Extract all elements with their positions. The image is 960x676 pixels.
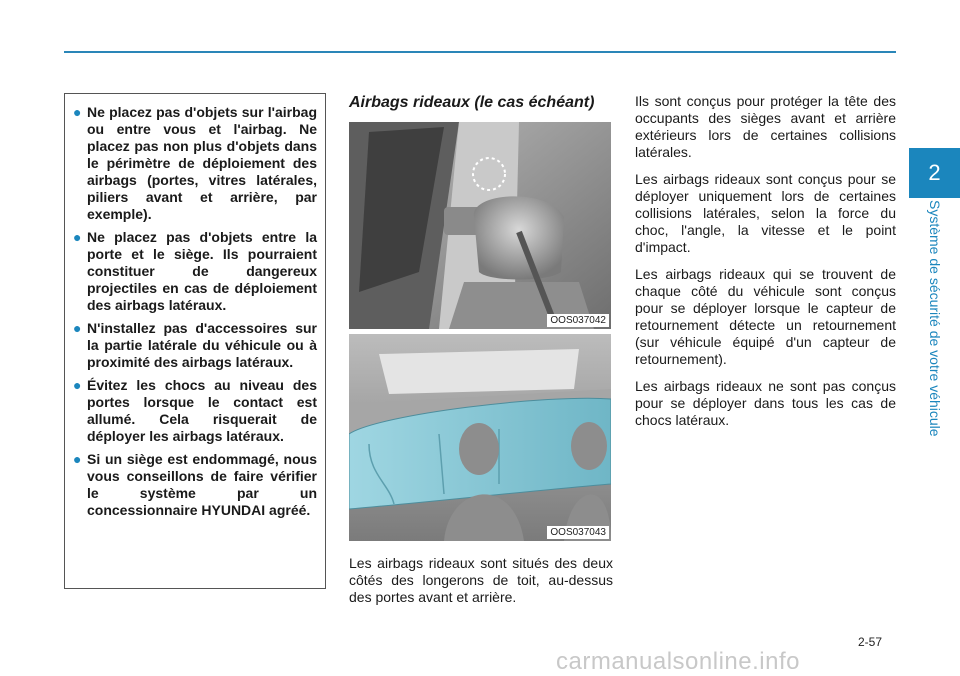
bullet-icon: ● bbox=[73, 320, 82, 336]
warning-item: ● Ne placez pas d'objets sur l'airbag ou entre vous et l'airbag. Ne placez pas non plus d'objets dans le périmètre de déploiement des airbags (portes, vitres latérales, piliers avant et arrière, par exemple). bbox=[73, 104, 317, 222]
bullet-icon: ● bbox=[73, 377, 82, 393]
curtain-illustration bbox=[349, 334, 611, 541]
figure-caption: OOS037042 bbox=[547, 314, 609, 327]
section-heading: Airbags rideaux (le cas échéant) bbox=[349, 94, 595, 111]
body-text-column bbox=[635, 93, 896, 439]
body-paragraph: Les airbags rideaux sont conçus pour se déployer uniquement lors de certaines collisions latérales, selon la force du choc, l'angle, la vitesse et le point d'impact. bbox=[635, 171, 896, 255]
warning-list bbox=[71, 104, 317, 519]
warning-item: ● N'installez pas d'accessoires sur la partie latérale du véhicule ou à proximité des airbags latéraux. bbox=[73, 320, 317, 370]
bullet-icon: ● bbox=[73, 229, 82, 245]
warning-item: ● Si un siège est endommagé, nous vous conseillons de faire vérifier le système par un concessionnaire HYUNDAI agréé. bbox=[73, 451, 317, 518]
body-paragraph: Les airbags rideaux qui se trouvent de chaque côté du véhicule sont conçus pour se déployer lorsque le capteur de retournement détecte un retournement (sur véhicule équipé d'un capteur de retournement). bbox=[635, 266, 896, 367]
warning-box bbox=[64, 93, 326, 589]
body-paragraph: Ils sont conçus pour protéger la tête des occupants des sièges avant et arrière extérieurs lors de certaines collisions latérales. bbox=[635, 93, 896, 160]
chapter-title: Système de sécurité de votre véhicule bbox=[927, 200, 943, 437]
bullet-icon: ● bbox=[73, 451, 82, 467]
bullet-icon: ● bbox=[73, 104, 82, 120]
top-rule bbox=[64, 51, 896, 53]
intro-text-block bbox=[349, 555, 613, 616]
body-paragraph: Les airbags rideaux ne sont pas conçus pour se déployer dans tous les cas de chocs latéraux. bbox=[635, 378, 896, 428]
watermark: carmanualsonline.info bbox=[556, 648, 800, 675]
chapter-number-tab: 2 bbox=[909, 148, 960, 198]
figure-pillar-airbag bbox=[349, 122, 611, 329]
warning-item: ● Évitez les chocs au niveau des portes lorsque le contact est allumé. Cela risquerait de déployer les airbags latéraux. bbox=[73, 377, 317, 444]
pillar-illustration bbox=[349, 122, 611, 329]
page-number: 2-57 bbox=[858, 635, 883, 649]
figure-curtain-airbag bbox=[349, 334, 611, 541]
intro-paragraph: Les airbags rideaux sont situés des deux côtés des longerons de toit, au-dessus des portes avant et arrière. bbox=[349, 555, 613, 605]
warning-item: ● Ne placez pas d'objets entre la porte et le siège. Ils pourraient constituer de dangereux projectiles en cas de déploiement des airbags latéraux. bbox=[73, 229, 317, 313]
figure-caption: OOS037043 bbox=[547, 526, 609, 539]
